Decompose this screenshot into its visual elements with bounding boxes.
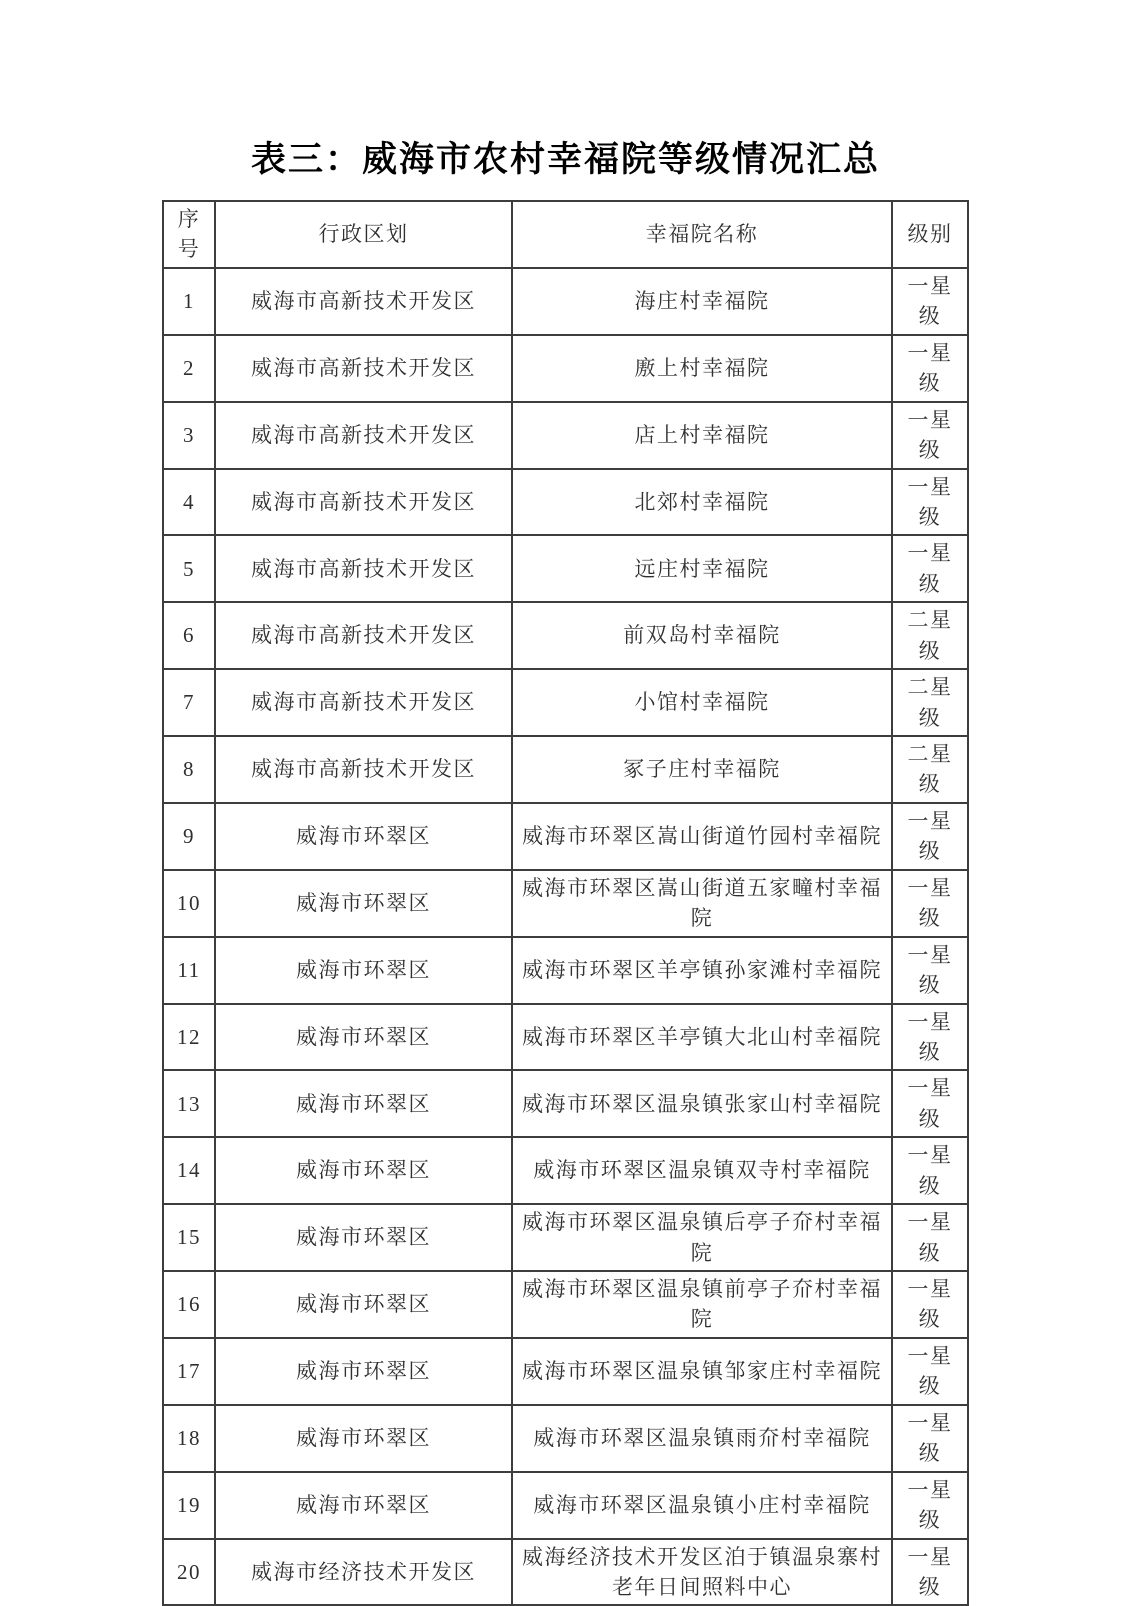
cell-district: 威海市环翠区: [215, 1004, 512, 1071]
cell-index: 11: [163, 937, 215, 1004]
cell-index: 3: [163, 402, 215, 469]
table-row: [163, 1472, 968, 1539]
table-row: [163, 602, 968, 669]
table-row: [163, 402, 968, 469]
cell-level: 一星级: [892, 1137, 968, 1204]
cell-level: 一星级: [892, 469, 968, 536]
cell-district: 威海市环翠区: [215, 803, 512, 870]
cell-index: 9: [163, 803, 215, 870]
table-row: [163, 870, 968, 937]
table-row: [163, 1204, 968, 1271]
cell-name: 前双岛村幸福院: [512, 602, 892, 669]
cell-level: 二星级: [892, 669, 968, 736]
table-row: [163, 1338, 968, 1405]
column-header-district: 行政区划: [215, 201, 512, 268]
table-row: [163, 1539, 968, 1606]
table-row: [163, 1004, 968, 1071]
table-row: [163, 803, 968, 870]
table-row: [163, 937, 968, 1004]
cell-index: 10: [163, 870, 215, 937]
cell-name: 威海市环翠区温泉镇张家山村幸福院: [512, 1070, 892, 1137]
cell-level: 一星级: [892, 1338, 968, 1405]
cell-index: 14: [163, 1137, 215, 1204]
page-title: 表三：威海市农村幸福院等级情况汇总: [250, 140, 880, 179]
cell-level: 一星级: [892, 1472, 968, 1539]
cell-index: 15: [163, 1204, 215, 1271]
cell-index: 5: [163, 535, 215, 602]
cell-district: 威海市高新技术开发区: [215, 402, 512, 469]
cell-name: 威海市环翠区温泉镇前亭子夼村幸福院: [512, 1271, 892, 1338]
cell-level: 一星级: [892, 402, 968, 469]
cell-name: 威海市环翠区嵩山街道五家疃村幸福院: [512, 870, 892, 937]
cell-district: 威海市环翠区: [215, 1472, 512, 1539]
cell-index: 19: [163, 1472, 215, 1539]
table-row: [163, 1070, 968, 1137]
table-row: [163, 268, 968, 335]
cell-name: 威海市环翠区温泉镇双寺村幸福院: [512, 1137, 892, 1204]
cell-district: 威海市环翠区: [215, 1405, 512, 1472]
cell-district: 威海市环翠区: [215, 937, 512, 1004]
cell-level: 二星级: [892, 736, 968, 803]
cell-level: 一星级: [892, 870, 968, 937]
cell-name: 海庄村幸福院: [512, 268, 892, 335]
cell-name: 威海市环翠区嵩山街道竹园村幸福院: [512, 803, 892, 870]
column-header-index: 序号: [163, 201, 215, 268]
table-row: [163, 535, 968, 602]
cell-district: 威海市环翠区: [215, 1204, 512, 1271]
cell-level: 一星级: [892, 1539, 968, 1606]
cell-level: 一星级: [892, 268, 968, 335]
cell-index: 12: [163, 1004, 215, 1071]
table-row: [163, 1271, 968, 1338]
cell-district: 威海市环翠区: [215, 1271, 512, 1338]
cell-name: 威海经济技术开发区泊于镇温泉寨村老年日间照料中心: [512, 1539, 892, 1606]
cell-level: 一星级: [892, 1271, 968, 1338]
table-row: [163, 1137, 968, 1204]
cell-district: 威海市高新技术开发区: [215, 602, 512, 669]
table-row: [163, 335, 968, 402]
cell-district: 威海市经济技术开发区: [215, 1539, 512, 1606]
table-row: [163, 736, 968, 803]
cell-district: 威海市环翠区: [215, 1338, 512, 1405]
cell-district: 威海市高新技术开发区: [215, 268, 512, 335]
cell-level: 二星级: [892, 602, 968, 669]
cell-district: 威海市高新技术开发区: [215, 335, 512, 402]
cell-index: 1: [163, 268, 215, 335]
cell-index: 2: [163, 335, 215, 402]
cell-level: 一星级: [892, 803, 968, 870]
cell-name: 威海市环翠区温泉镇后亭子夼村幸福院: [512, 1204, 892, 1271]
cell-level: 一星级: [892, 1070, 968, 1137]
table-row: [163, 669, 968, 736]
cell-district: 威海市环翠区: [215, 1070, 512, 1137]
cell-name: 远庄村幸福院: [512, 535, 892, 602]
table-row: [163, 1405, 968, 1472]
table-header-row: [163, 201, 968, 268]
cell-level: 一星级: [892, 535, 968, 602]
cell-name: 威海市环翠区温泉镇小庄村幸福院: [512, 1472, 892, 1539]
happiness-home-rating-table: [162, 200, 969, 1606]
cell-level: 一星级: [892, 937, 968, 1004]
cell-index: 8: [163, 736, 215, 803]
cell-index: 6: [163, 602, 215, 669]
cell-name: 威海市环翠区羊亭镇孙家滩村幸福院: [512, 937, 892, 1004]
cell-index: 20: [163, 1539, 215, 1606]
cell-district: 威海市高新技术开发区: [215, 535, 512, 602]
cell-index: 16: [163, 1271, 215, 1338]
cell-name: 冢子庄村幸福院: [512, 736, 892, 803]
cell-name: 北郊村幸福院: [512, 469, 892, 536]
cell-level: 一星级: [892, 1405, 968, 1472]
cell-index: 13: [163, 1070, 215, 1137]
cell-name: 威海市环翠区羊亭镇大北山村幸福院: [512, 1004, 892, 1071]
column-header-level: 级别: [892, 201, 968, 268]
cell-district: 威海市环翠区: [215, 870, 512, 937]
cell-level: 一星级: [892, 1004, 968, 1071]
cell-index: 17: [163, 1338, 215, 1405]
cell-index: 18: [163, 1405, 215, 1472]
cell-name: 小馆村幸福院: [512, 669, 892, 736]
cell-index: 7: [163, 669, 215, 736]
cell-district: 威海市高新技术开发区: [215, 469, 512, 536]
cell-level: 一星级: [892, 1204, 968, 1271]
cell-index: 4: [163, 469, 215, 536]
column-header-name: 幸福院名称: [512, 201, 892, 268]
cell-name: 威海市环翠区温泉镇邹家庄村幸福院: [512, 1338, 892, 1405]
cell-district: 威海市高新技术开发区: [215, 736, 512, 803]
cell-district: 威海市环翠区: [215, 1137, 512, 1204]
cell-name: 威海市环翠区温泉镇雨夼村幸福院: [512, 1405, 892, 1472]
cell-district: 威海市高新技术开发区: [215, 669, 512, 736]
table-row: [163, 469, 968, 536]
table-body: [163, 268, 968, 1606]
cell-name: 廒上村幸福院: [512, 335, 892, 402]
cell-name: 店上村幸福院: [512, 402, 892, 469]
cell-level: 一星级: [892, 335, 968, 402]
